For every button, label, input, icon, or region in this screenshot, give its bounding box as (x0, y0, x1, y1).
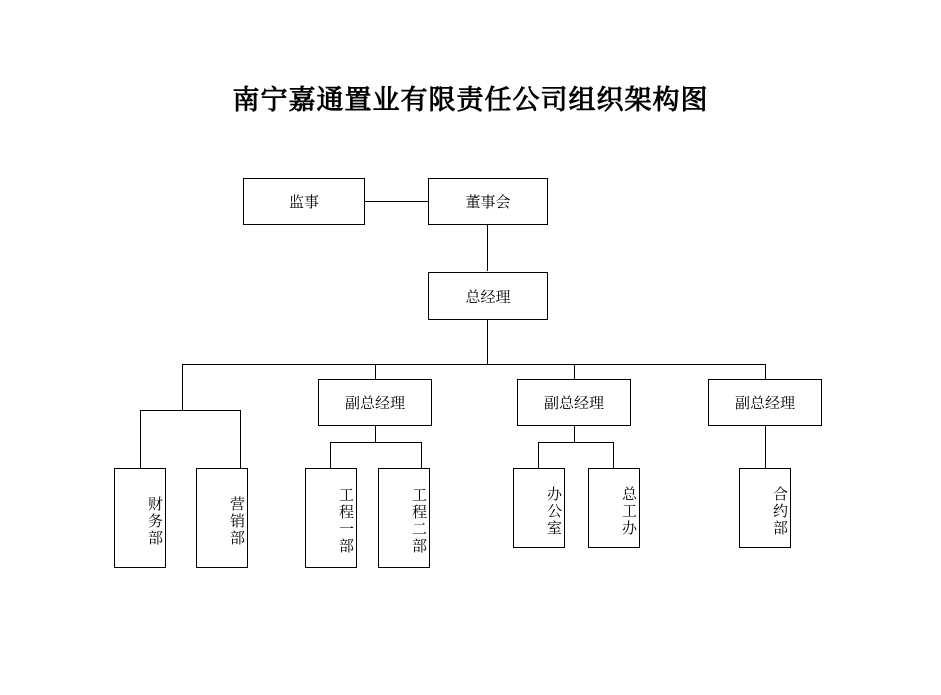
node-engineering-department-1[interactable]: 工程一部 (305, 468, 357, 568)
connector-bus-drop-dgm3 (765, 364, 766, 379)
connector-dgm1-down (375, 426, 376, 442)
connector-left-branch-bus (140, 410, 240, 411)
connector-supervisor-board (365, 201, 428, 202)
node-board-of-directors[interactable]: 董事会 (428, 178, 548, 225)
node-marketing-department[interactable]: 营销部 (196, 468, 248, 568)
connector-bus-drop-dgm2 (574, 364, 575, 379)
node-finance-department[interactable]: 财务部 (114, 468, 166, 568)
node-deputy-gm-3[interactable]: 副总经理 (708, 379, 822, 426)
node-chief-engineer-office[interactable]: 总工办 (588, 468, 640, 548)
node-supervisor[interactable]: 监事 (243, 178, 365, 225)
connector-board-gm (487, 225, 488, 271)
connector-bus-drop-left (182, 364, 183, 410)
connector-gm-down (487, 320, 488, 364)
node-engineering-department-2[interactable]: 工程二部 (378, 468, 430, 568)
connector-dgm2-office (538, 442, 539, 468)
connector-dgm1-bus (330, 442, 421, 443)
node-contract-department[interactable]: 合约部 (739, 468, 791, 548)
connector-dgm3-contract (765, 426, 766, 468)
connector-gm-bus (182, 364, 766, 365)
connector-dgm2-ceo (613, 442, 614, 468)
connector-bus-drop-dgm1 (375, 364, 376, 379)
connector-dgm1-eng2 (421, 442, 422, 468)
connector-left-branch-finance (140, 410, 141, 468)
connector-dgm2-down (574, 426, 575, 442)
node-deputy-gm-2[interactable]: 副总经理 (517, 379, 631, 426)
connector-dgm1-eng1 (330, 442, 331, 468)
node-office[interactable]: 办公室 (513, 468, 565, 548)
node-deputy-gm-1[interactable]: 副总经理 (318, 379, 432, 426)
node-general-manager[interactable]: 总经理 (428, 272, 548, 320)
connector-left-branch-marketing (240, 410, 241, 468)
page-title: 南宁嘉通置业有限责任公司组织架构图 (232, 85, 709, 115)
connector-dgm2-bus (538, 442, 613, 443)
